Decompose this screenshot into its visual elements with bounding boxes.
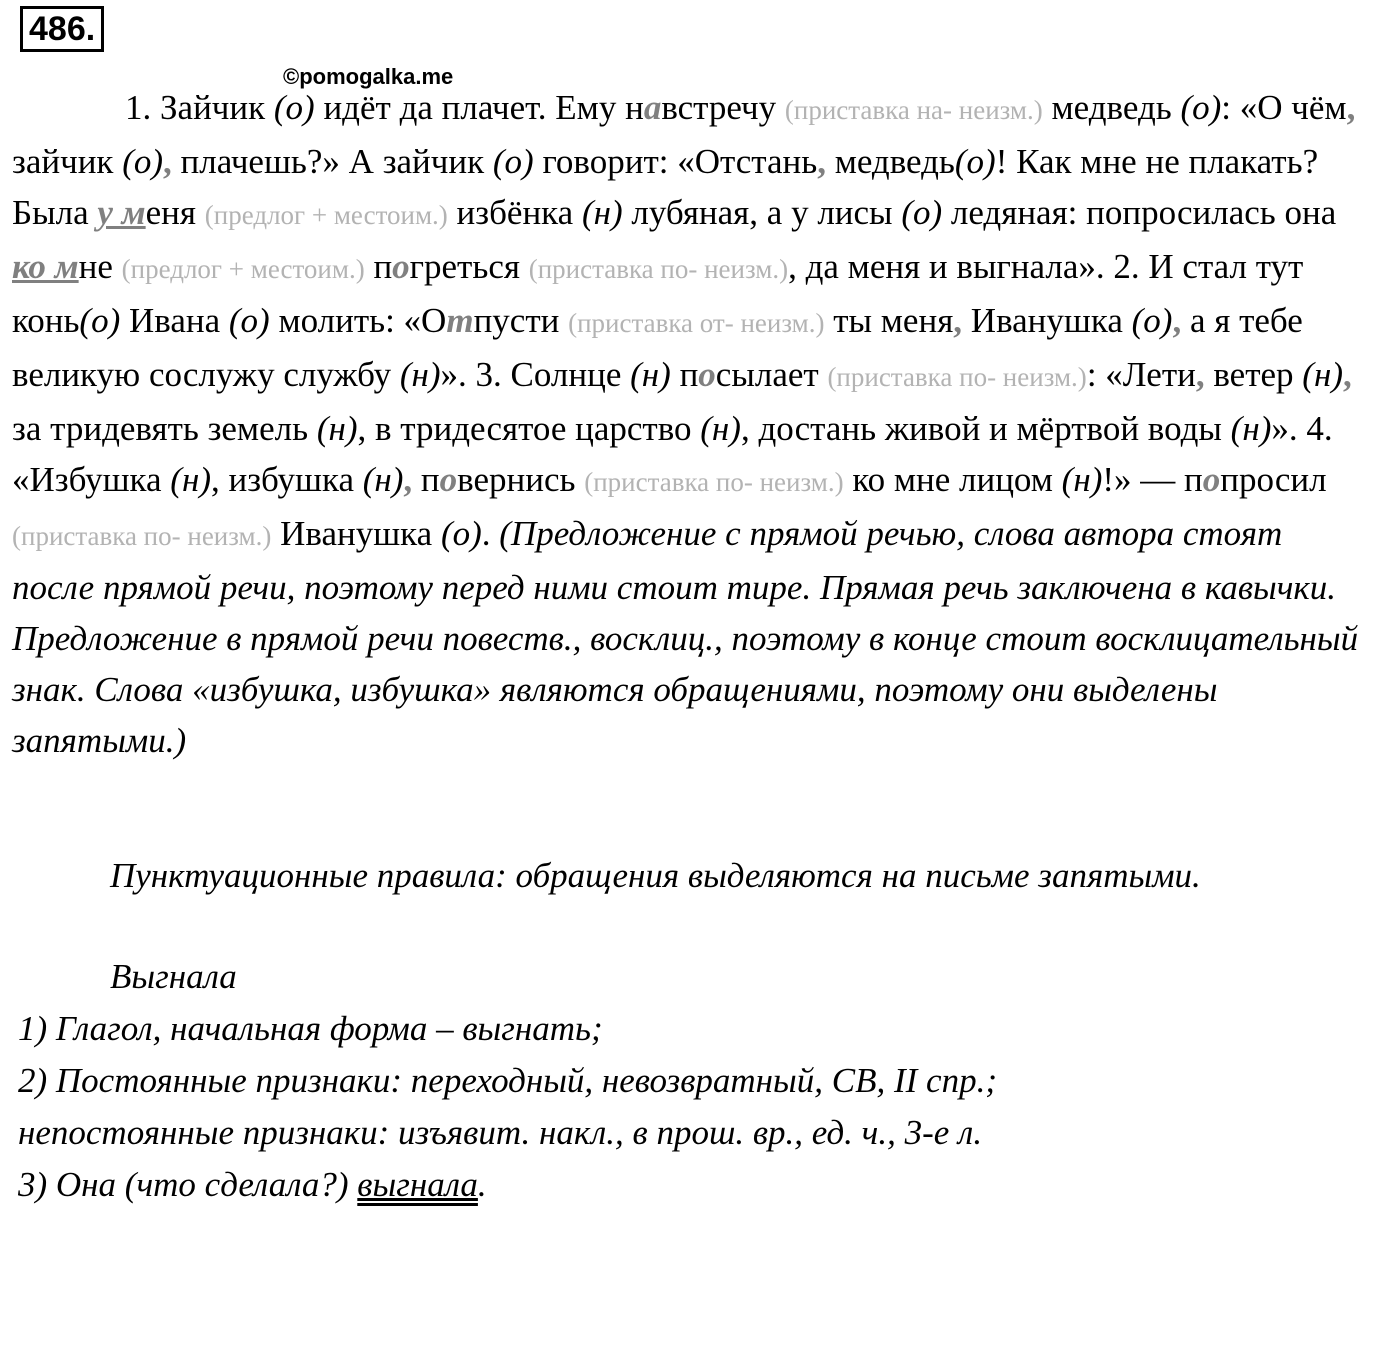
- grey-note: (приставка от- неизм.): [568, 308, 825, 338]
- text: идёт да плачет. Ему н: [314, 88, 644, 127]
- text: молить: «О: [269, 301, 447, 340]
- text: греться: [409, 247, 529, 286]
- text: Ивана: [120, 301, 229, 340]
- text: Иванушка: [271, 514, 441, 553]
- mark-n: (н): [1061, 460, 1103, 499]
- text: .: [481, 514, 500, 553]
- grey-note: (приставка по- неизм.): [12, 521, 272, 551]
- mark-n: (н): [399, 355, 441, 394]
- explanation: (Предложение с прямой речью, слова автора стоят после прямой речи, поэтому перед ними стоит тире. Прямая речь заключена в кавычки. Предложение в прямой речи повеств., восклиц., поэтому в конце стоит восклицательный знак. Слова «избушка, избушка» являются обращениями, поэтому они выделены запятыми.): [12, 514, 1359, 760]
- highlight-letter: о: [392, 247, 410, 286]
- text: а я тебе великую сослужу службу: [12, 301, 1303, 394]
- highlight-letter: о: [439, 460, 458, 499]
- mark-n: (н): [1230, 409, 1272, 448]
- mark-o: (о): [492, 142, 534, 181]
- grey-comma: ,: [1172, 301, 1182, 340]
- text: 1. Зайчик: [125, 88, 274, 127]
- mark-o: (о): [228, 301, 270, 340]
- grey-note: (приставка на- неизм.): [784, 95, 1043, 125]
- text: пусти: [473, 301, 569, 340]
- analysis-line-2: 2) Постоянные признаки: переходный, невозвратный, СВ, II спр.;: [18, 1061, 997, 1100]
- text: вернись: [457, 460, 585, 499]
- text: еня: [145, 193, 205, 232]
- grey-comma: ,: [817, 142, 826, 181]
- highlight-letter: т: [446, 301, 474, 340]
- text: избёнка: [447, 193, 582, 232]
- text: медведь: [1042, 88, 1181, 127]
- text: !» — п: [1102, 460, 1203, 499]
- text: : «Лети: [1086, 355, 1196, 394]
- grey-comma: ,: [1195, 355, 1205, 394]
- punctuation-rules: Пунктуационные правила: обращения выделяются на письме запятыми.: [110, 856, 1201, 895]
- text: п: [364, 247, 393, 286]
- grey-note: (предлог + местоим.): [121, 254, 365, 284]
- watermark: ©pomogalka.me: [283, 64, 454, 89]
- analysis-line-3: непостоянные признаки: изъявит. накл., в прош. вр., ед. ч., 3-е л.: [18, 1113, 983, 1152]
- mark-n: (н): [362, 460, 404, 499]
- mark-o: (о): [901, 193, 943, 232]
- text: п: [412, 460, 440, 499]
- mark-n: (н): [630, 355, 671, 394]
- text: ». 4. «Избушка: [12, 409, 1333, 499]
- exercise-number: 486.: [20, 6, 104, 52]
- underlined-prep: ко м: [12, 247, 79, 286]
- text: ветер: [1204, 355, 1303, 394]
- mark-o: (о): [1180, 88, 1222, 127]
- text: сылает: [715, 355, 828, 394]
- grey-note: (предлог + местоим.): [204, 200, 448, 230]
- mark-n: (н): [700, 409, 741, 448]
- text: говорит: «Отстань: [533, 142, 818, 181]
- text: ! Как мне не плакать? Была: [12, 142, 1319, 232]
- text: зайчик: [12, 142, 123, 181]
- mark-n: (н): [1302, 355, 1343, 394]
- text: медведь: [825, 142, 955, 181]
- text: встречу: [661, 88, 785, 127]
- text: плачешь?» А зайчик: [171, 142, 493, 181]
- grey-comma: ,: [1342, 355, 1352, 394]
- text: лубяная, а у лисы: [622, 193, 902, 232]
- text: , в тридесятое царство: [357, 409, 701, 448]
- highlight-letter: о: [1202, 460, 1221, 499]
- grey-comma: ,: [1346, 88, 1356, 127]
- text: просил: [1220, 460, 1327, 499]
- mark-o: (о): [1131, 301, 1173, 340]
- analysis-line-4-prefix: 3) Она (что сделала?): [18, 1165, 358, 1204]
- analysis-line-4-suffix: .: [477, 1165, 487, 1204]
- text: ». 3. Солнце: [440, 355, 631, 394]
- text: ты меня: [824, 301, 954, 340]
- text: , избушка: [210, 460, 363, 499]
- text: за тридевять земель: [12, 409, 317, 448]
- text: не: [78, 247, 122, 286]
- mark-n: (н): [581, 193, 623, 232]
- text: , достань живой и мёртвой воды: [740, 409, 1231, 448]
- highlight-letter: а: [643, 88, 662, 127]
- mark-o: (о): [273, 88, 315, 127]
- grey-note: (приставка по- неизм.): [584, 467, 844, 497]
- mark-n: (н): [170, 460, 211, 499]
- text: ледяная: попросилась она: [942, 193, 1337, 232]
- analysis-line-1: 1) Глагол, начальная форма – выгнать;: [18, 1009, 603, 1048]
- word-analysis: [18, 951, 1378, 1211]
- mark-o: (о): [79, 301, 121, 340]
- analysis-word: Выгнала: [110, 957, 237, 996]
- text: , да меня и выгнала». 2. И стал тут конь: [12, 247, 1304, 340]
- mark-o: (о): [440, 514, 482, 553]
- text: ко мне лицом: [843, 460, 1062, 499]
- analysis-line-4: [18, 1159, 1378, 1211]
- grey-note: (приставка по- неизм.): [827, 362, 1087, 392]
- grey-comma: ,: [953, 301, 963, 340]
- grey-note: (приставка по- неизм.): [528, 254, 789, 284]
- mark-n: (н): [316, 409, 358, 448]
- text: п: [670, 355, 699, 394]
- grey-comma: ,: [403, 460, 413, 499]
- text: Иванушка: [962, 301, 1132, 340]
- text: : «О чём: [1221, 88, 1347, 127]
- predicate-word: выгнала: [357, 1165, 478, 1204]
- grey-comma: ,: [163, 142, 172, 181]
- exercise-text: [12, 82, 1372, 766]
- underlined-prep: у м: [97, 193, 146, 232]
- highlight-letter: о: [698, 355, 716, 394]
- mark-o: (о): [954, 142, 996, 181]
- mark-o: (о): [122, 142, 163, 181]
